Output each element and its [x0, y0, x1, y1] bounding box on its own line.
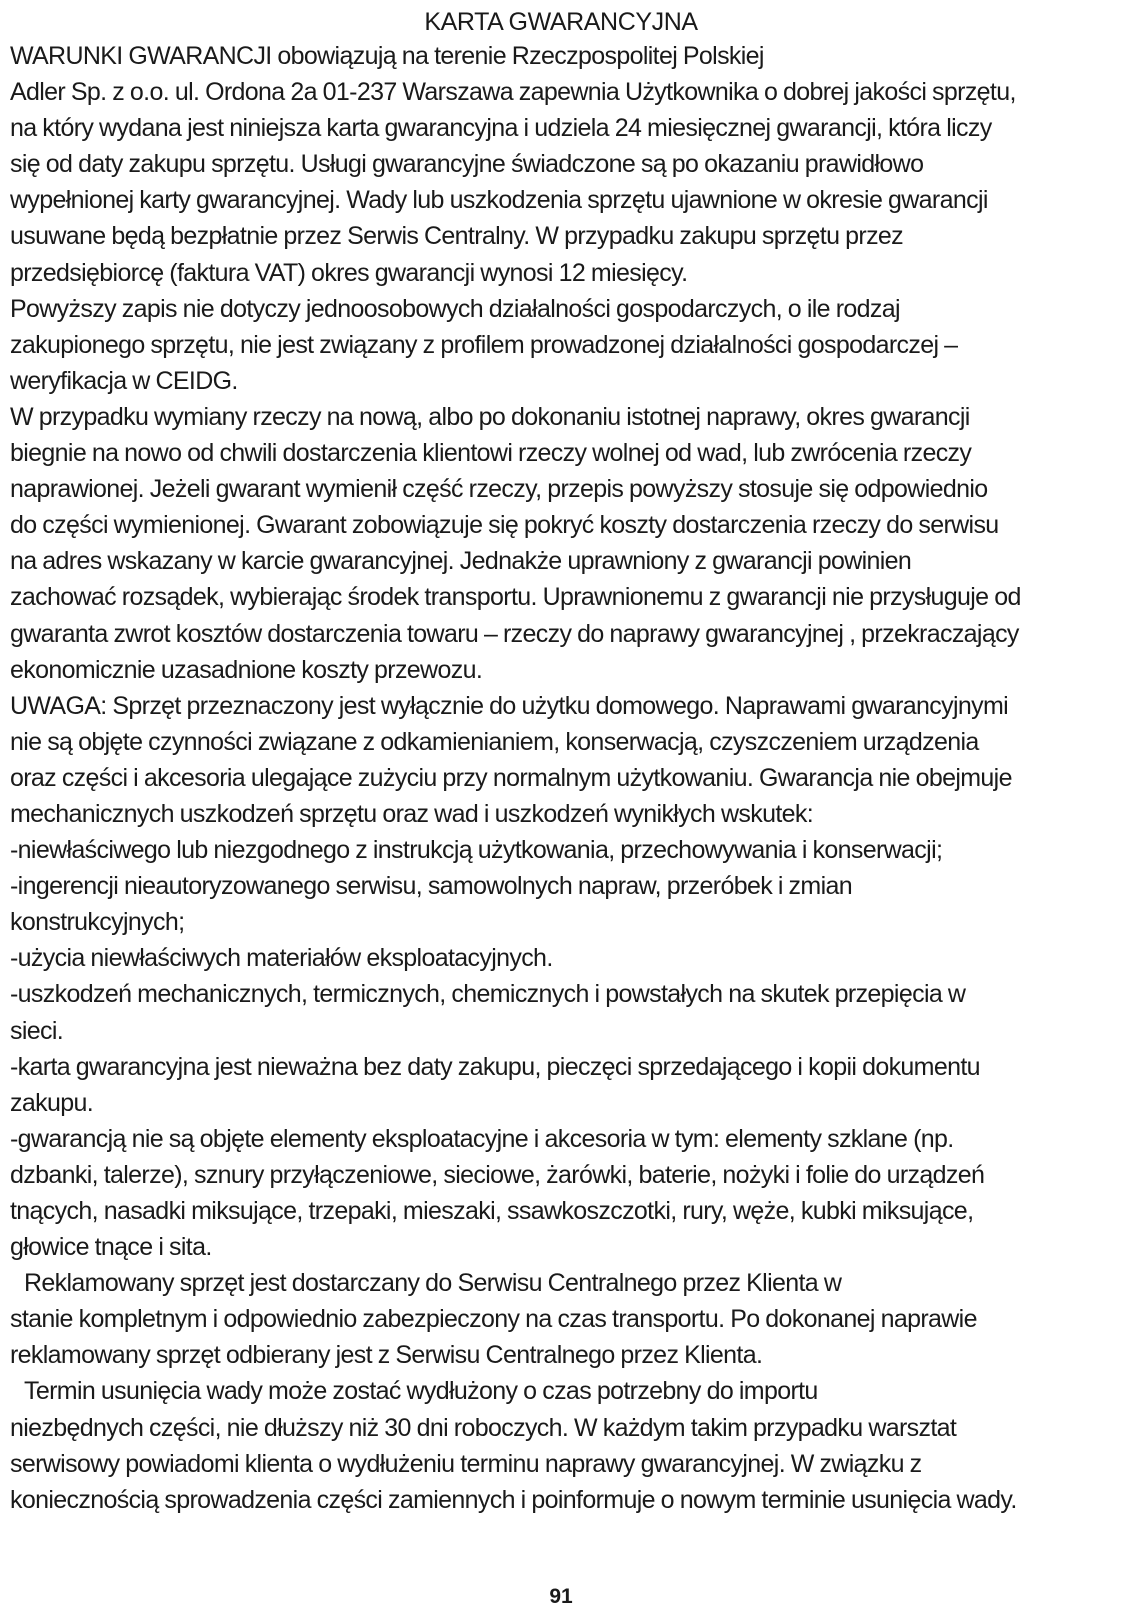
text-line: dzbanki, talerze), sznury przyłączeniowe, sieciowe, żarówki, baterie, nożyki i folie do urządzeń: [10, 1160, 985, 1189]
text-line: Adler Sp. z o.o. ul. Ordona 2a 01-237 Warszawa zapewnia Użytkownika o dobrej jakości sprzętu,: [10, 78, 1016, 107]
text-line: się od daty zakupu sprzętu. Usługi gwarancyjne świadczone są po okazaniu prawidłowo: [10, 150, 924, 179]
text-line: -ingerencji nieautoryzowanego serwisu, samowolnych napraw, przeróbek i zmian: [10, 872, 852, 901]
text-line: -uszkodzeń mechanicznych, termicznych, chemicznych i powstałych na skutek przepięcia w: [10, 980, 966, 1009]
text-line: -użycia niewłaściwych materiałów eksploatacyjnych.: [10, 944, 553, 973]
text-line: koniecznością sprowadzenia części zamiennych i poinformuje o nowym terminie usunięcia wady.: [10, 1485, 1017, 1514]
text-line: na adres wskazany w karcie gwarancyjnej. Jednakże uprawniony z gwarancji powinien: [10, 547, 912, 576]
text-line: -gwarancją nie są objęte elementy eksploatacyjne i akcesoria w tym: elementy szklane (np.: [10, 1124, 954, 1153]
text-line: głowice tnące i sita.: [10, 1233, 212, 1262]
text-line: mechanicznych uszkodzeń sprzętu oraz wad i uszkodzeń wynikłych wskutek:: [10, 799, 814, 828]
text-line: wypełnionej karty gwarancyjnej. Wady lub uszkodzenia sprzętu ujawnione w okresie gwarancji: [10, 186, 988, 215]
text-line: zachować rozsądek, wybierając środek transportu. Uprawnionemu z gwarancji nie przysługuje od: [10, 583, 1021, 612]
text-line: do części wymienionej. Gwarant zobowiązuje się pokryć koszty dostarczenia rzeczy do serwisu: [10, 511, 999, 540]
text-line: niezbędnych części, nie dłuższy niż 30 dni roboczych. W każdym takim przypadku warsztat: [10, 1413, 957, 1442]
text-line: -niewłaściwego lub niezgodnego z instrukcją użytkowania, przechowywania i konserwacji;: [10, 836, 943, 865]
text-line: Termin usunięcia wady może zostać wydłużony o czas potrzebny do importu: [24, 1377, 818, 1406]
text-line: biegnie na nowo od chwili dostarczenia klientowi rzeczy wolnej od wad, lub zwrócenia rzeczy: [10, 439, 972, 468]
text-line: ekonomicznie uzasadnione koszty przewozu.: [10, 655, 483, 684]
text-line: Powyższy zapis nie dotyczy jednoosobowych działalności gospodarczych, o ile rodzaj: [10, 294, 900, 323]
text-line: reklamowany sprzęt odbierany jest z Serwisu Centralnego przez Klienta.: [10, 1341, 763, 1370]
text-line: na który wydana jest niniejsza karta gwarancyjna i udziela 24 miesięcznej gwarancji, która liczy: [10, 114, 992, 143]
text-line: tnących, nasadki miksujące, trzepaki, mieszaki, ssawkoszczotki, rury, węże, kubki miksujące,: [10, 1197, 974, 1225]
warranty-text: [10, 38, 1122, 1518]
page-number: 91: [549, 1585, 573, 1608]
text-line: Reklamowany sprzęt jest dostarczany do Serwisu Centralnego przez Klienta w: [24, 1269, 842, 1298]
text-line: gwaranta zwrot kosztów dostarczenia towaru – rzeczy do naprawy gwarancyjnej , przekraczający: [10, 619, 1019, 648]
text-line: WARUNKI GWARANCJI obowiązują na terenie Rzeczpospolitej Polskiej: [10, 42, 764, 70]
text-line: W przypadku wymiany rzeczy na nową, albo po dokonaniu istotnej naprawy, okres gwarancji: [10, 402, 970, 431]
text-line: nie są objęte czynności związane z odkamienianiem, konserwacją, czyszczeniem urządzenia: [10, 727, 979, 756]
text-line: serwisowy powiadomi klienta o wydłużeniu terminu naprawy gwarancyjnej. W związku z: [10, 1449, 922, 1478]
text-line: sieci.: [10, 1016, 64, 1045]
text-line: stanie kompletnym i odpowiednio zabezpieczony na czas transportu. Po dokonanej naprawie: [10, 1305, 977, 1334]
text-line: -karta gwarancyjna jest nieważna bez daty zakupu, pieczęci sprzedającego i kopii dokumentu: [10, 1052, 980, 1081]
text-line: naprawionej. Jeżeli gwarant wymienił część rzeczy, przepis powyższy stosuje się odpowiednio: [10, 475, 988, 504]
text-line: oraz części i akcesoria ulegające zużyciu przy normalnym użytkowaniu. Gwarancja nie obejmuje: [10, 763, 1012, 792]
text-line: przedsiębiorcę (faktura VAT) okres gwarancji wynosi 12 miesięcy.: [10, 258, 688, 287]
text-line: zakupu.: [10, 1088, 94, 1117]
text-line: UWAGA: Sprzęt przeznaczony jest wyłącznie do użytku domowego. Naprawami gwarancyjnymi: [10, 691, 1009, 720]
text-line: zakupionego sprzętu, nie jest związany z profilem prowadzonej działalności gospodarczej –: [10, 330, 958, 359]
text-line: konstrukcyjnych;: [10, 908, 185, 937]
text-line: usuwane będą bezpłatnie przez Serwis Centralny. W przypadku zakupu sprzętu przez: [10, 222, 904, 251]
page-title: KARTA GWARANCYJNA: [424, 8, 698, 36]
text-line: weryfikacja w CEIDG.: [10, 366, 238, 395]
